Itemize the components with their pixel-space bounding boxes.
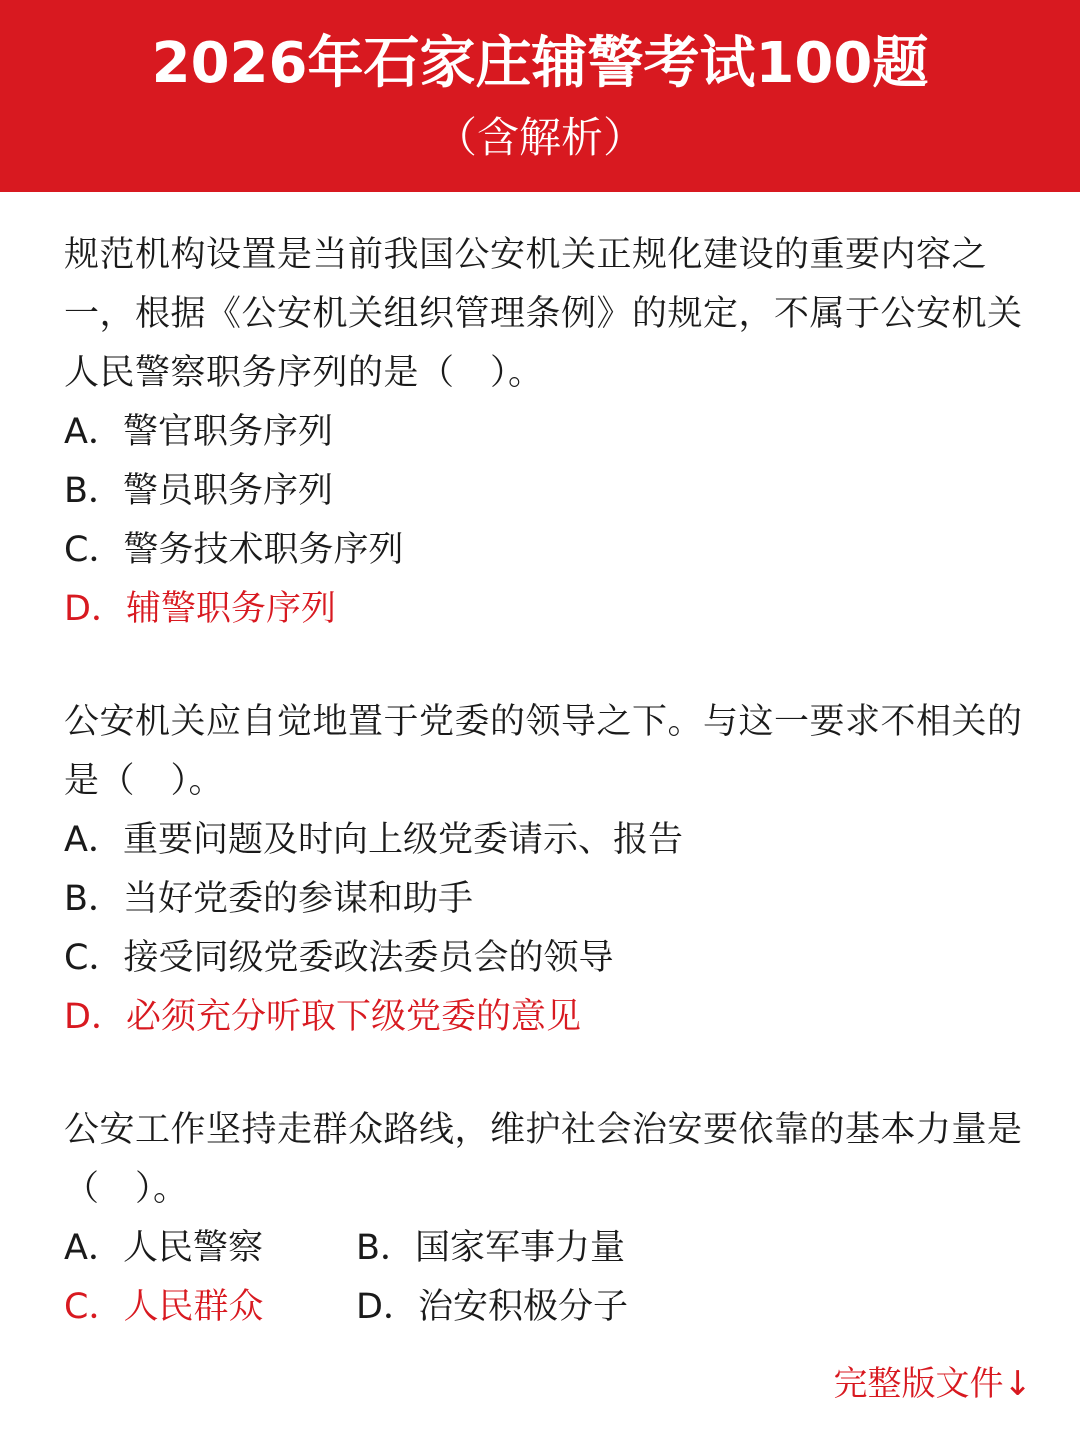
page-title: 2026年石家庄辅警考试100题 bbox=[151, 31, 929, 96]
header-banner bbox=[0, 0, 1080, 192]
option-b: B．国家军事力量 bbox=[356, 1228, 626, 1268]
question-stem: 规范机构设置是当前我国公安机关正规化建设的重要内容之一，根据《公安机关组织管理条例》的规定，不属于公安机关人民警察职务序列的是（ ）。 bbox=[64, 235, 1023, 393]
question-2 bbox=[64, 693, 1024, 1047]
question-stem: 公安机关应自觉地置于党委的领导之下。与这一要求不相关的是（ ）。 bbox=[64, 702, 1023, 801]
question-stem: 公安工作坚持走群众路线，维护社会治安要依靠的基本力量是（ ）。 bbox=[64, 1110, 1023, 1209]
option-d: D．治安积极分子 bbox=[356, 1287, 628, 1327]
page-subtitle: （含解析） bbox=[434, 113, 645, 162]
options-row-1 bbox=[64, 1219, 1024, 1278]
option-c: C．警务技术职务序列 bbox=[64, 530, 404, 570]
question-list bbox=[64, 226, 1024, 1391]
option-c: C．接受同级党委政法委员会的领导 bbox=[64, 938, 614, 978]
option-a: A．人民警察 bbox=[64, 1228, 263, 1268]
options-row-2 bbox=[64, 1278, 1024, 1337]
option-c-correct-answer: C．人民群众 bbox=[64, 1287, 264, 1327]
question-1 bbox=[64, 226, 1024, 639]
option-b: B．警员职务序列 bbox=[64, 471, 334, 511]
full-version-link[interactable]: 完整版文件↓ bbox=[833, 1364, 1032, 1404]
option-b: B．当好党委的参谋和助手 bbox=[64, 879, 474, 919]
option-d-correct-answer: D．必须充分听取下级党委的意见 bbox=[64, 997, 581, 1037]
question-3 bbox=[64, 1101, 1024, 1337]
option-a: A．重要问题及时向上级党委请示、报告 bbox=[64, 820, 683, 860]
option-d-correct-answer: D．辅警职务序列 bbox=[64, 589, 336, 629]
option-a: A．警官职务序列 bbox=[64, 412, 333, 452]
